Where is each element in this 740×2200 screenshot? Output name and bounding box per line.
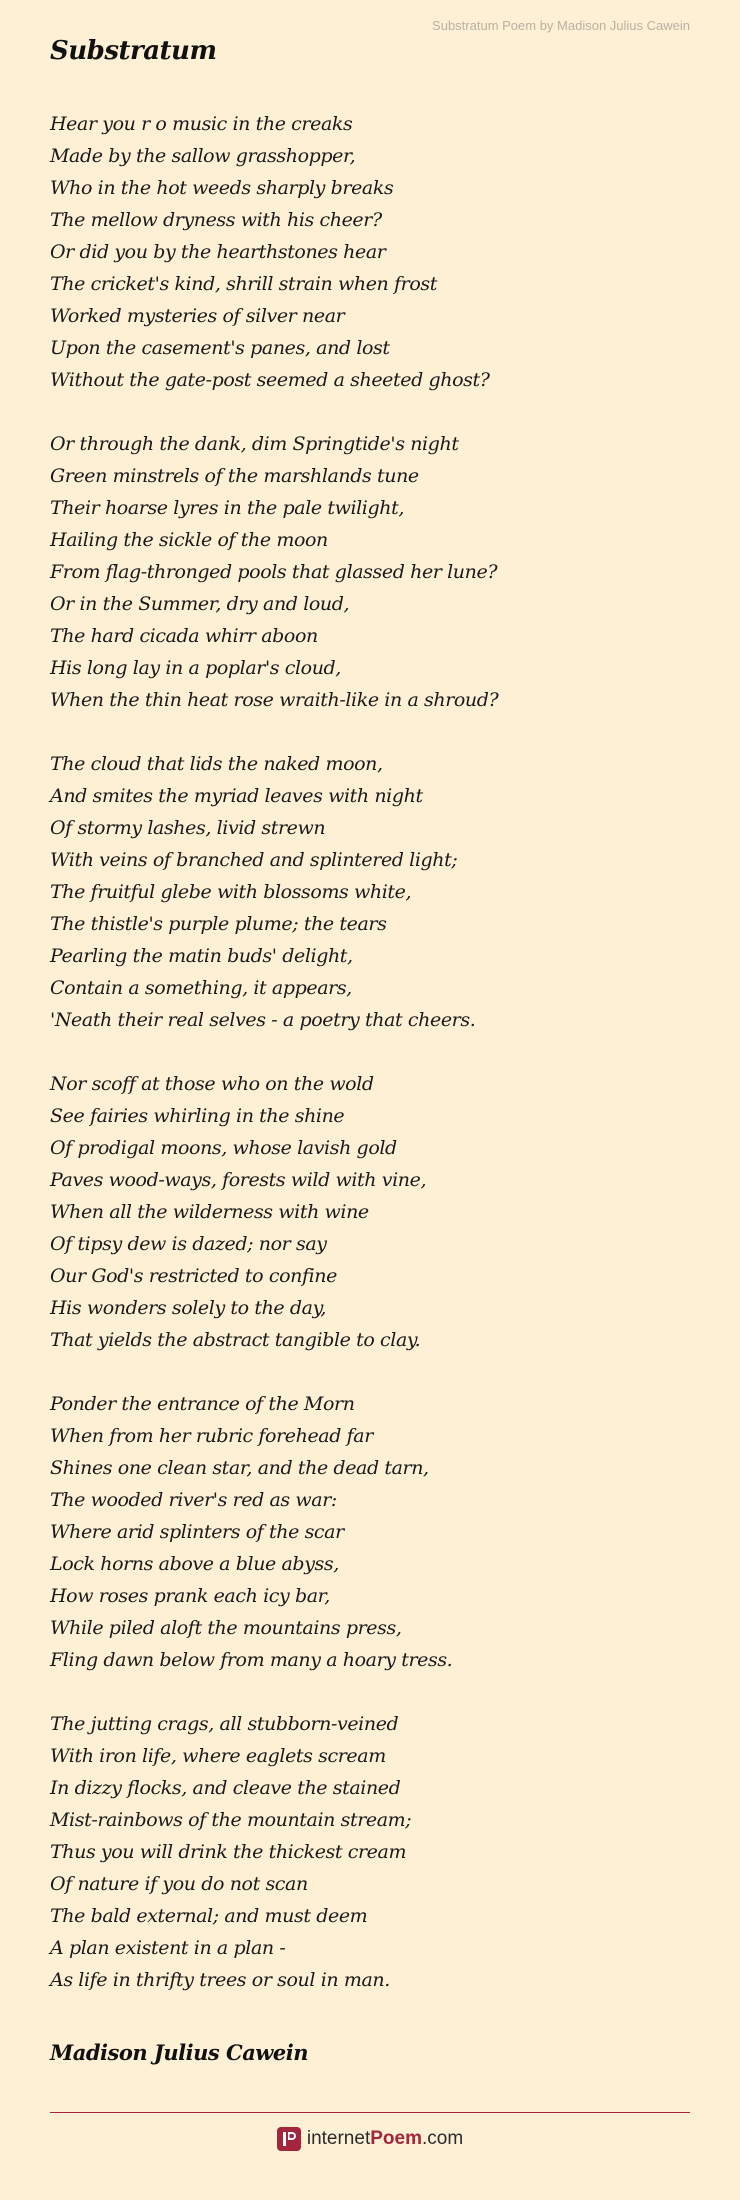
stanza	[50, 1708, 690, 1996]
poem-line: Or did you by the hearthstones hear	[50, 241, 386, 263]
poem-line: That yields the abstract tangible to clay.	[50, 1329, 421, 1351]
poem-line: When from her rubric forehead far	[50, 1425, 373, 1447]
poem-line: The fruitful glebe with blossoms white,	[50, 881, 412, 903]
poem-line: Of tipsy dew is dazed; nor say	[50, 1233, 327, 1255]
poem-line: Our God's restricted to confine	[50, 1265, 337, 1287]
poem-line: Fling dawn below from many a hoary tress.	[50, 1649, 453, 1671]
poem-line: His long lay in a poplar's cloud,	[50, 657, 341, 679]
poem-line: The jutting crags, all stubborn-veined	[50, 1713, 399, 1735]
poem-line: Green minstrels of the marshlands tune	[50, 465, 419, 487]
poem-line: 'Neath their real selves - a poetry that cheers.	[50, 1009, 476, 1031]
poem-line: Thus you will drink the thickest cream	[50, 1841, 407, 1863]
poem-line: The cloud that lids the naked moon,	[50, 753, 383, 775]
footer-divider	[50, 2112, 690, 2113]
poem-line: Mist-rainbows of the mountain stream;	[50, 1809, 412, 1831]
poem-body	[50, 108, 690, 2028]
poem-line: While piled aloft the mountains press,	[50, 1617, 402, 1639]
poem-line: Without the gate-post seemed a sheeted ghost?	[50, 369, 490, 391]
poem-line: Of stormy lashes, livid strewn	[50, 817, 326, 839]
site-logo[interactable]	[0, 2127, 740, 2151]
poem-line: Where arid splinters of the scar	[50, 1521, 344, 1543]
poem-line: The hard cicada whirr aboon	[50, 625, 318, 647]
poem-line: Or through the dank, dim Springtide's night	[50, 433, 459, 455]
logo-strong: Poem	[370, 2128, 422, 2149]
watermark-caption: Substratum Poem by Madison Julius Cawein	[432, 18, 690, 33]
poem-line: With veins of branched and splintered light;	[50, 849, 458, 871]
poem-line: When the thin heat rose wraith-like in a shroud?	[50, 689, 499, 711]
poem-line: Or in the Summer, dry and loud,	[50, 593, 350, 615]
poem-line: Upon the casement's panes, and lost	[50, 337, 390, 359]
poem-line: The bald external; and must deem	[50, 1905, 368, 1927]
poem-line: Paves wood-ways, forests wild with vine,	[50, 1169, 427, 1191]
poem-line: See fairies whirling in the shine	[50, 1105, 345, 1127]
poem-line: Of nature if you do not scan	[50, 1873, 308, 1895]
stanza	[50, 1388, 690, 1676]
poem-line: The mellow dryness with his cheer?	[50, 209, 382, 231]
poem-logo-icon	[277, 2127, 301, 2151]
logo-suffix: .com	[421, 2128, 464, 2149]
poem-line: His wonders solely to the day,	[50, 1297, 327, 1319]
poem-line: When all the wilderness with wine	[50, 1201, 369, 1223]
poem-line: Shines one clean star, and the dead tarn,	[50, 1457, 429, 1479]
poem-line: Nor scoff at those who on the wold	[50, 1073, 374, 1095]
poem-line: As life in thrifty trees or soul in man.	[50, 1969, 390, 1991]
poem-line: Their hoarse lyres in the pale twilight,	[50, 497, 404, 519]
stanza	[50, 108, 690, 396]
site-logo-text	[307, 2128, 463, 2150]
stanza	[50, 428, 690, 716]
poem-line: Worked mysteries of silver near	[50, 305, 345, 327]
poem-line: Who in the hot weeds sharply breaks	[50, 177, 394, 199]
stanza	[50, 1068, 690, 1356]
stanza	[50, 748, 690, 1036]
poem-line: In dizzy flocks, and cleave the stained	[50, 1777, 401, 1799]
poem-line: From flag-thronged pools that glassed her lune?	[50, 561, 498, 583]
poem-line: Hear you r o music in the creaks	[50, 113, 353, 135]
poem-line: How roses prank each icy bar,	[50, 1585, 330, 1607]
poem-line: The wooded river's red as war:	[50, 1489, 337, 1511]
poem-line: Lock horns above a blue abyss,	[50, 1553, 339, 1575]
poem-line: Made by the sallow grasshopper,	[50, 145, 356, 167]
poem-line: The cricket's kind, shrill strain when frost	[50, 273, 437, 295]
poem-line: And smites the myriad leaves with night	[50, 785, 423, 807]
poem-line: Pearling the matin buds' delight,	[50, 945, 353, 967]
poem-title: Substratum	[50, 36, 217, 66]
poem-line: Contain a something, it appears,	[50, 977, 352, 999]
poem-line: Of prodigal moons, whose lavish gold	[50, 1137, 397, 1159]
logo-prefix: internet	[306, 2128, 371, 2149]
poem-line: Hailing the sickle of the moon	[50, 529, 328, 551]
poem-line: The thistle's purple plume; the tears	[50, 913, 387, 935]
poem-line: With iron life, where eaglets scream	[50, 1745, 386, 1767]
poem-line: Ponder the entrance of the Morn	[50, 1393, 355, 1415]
poem-line: A plan existent in a plan -	[50, 1937, 286, 1959]
poem-author: Madison Julius Cawein	[50, 2040, 308, 2065]
